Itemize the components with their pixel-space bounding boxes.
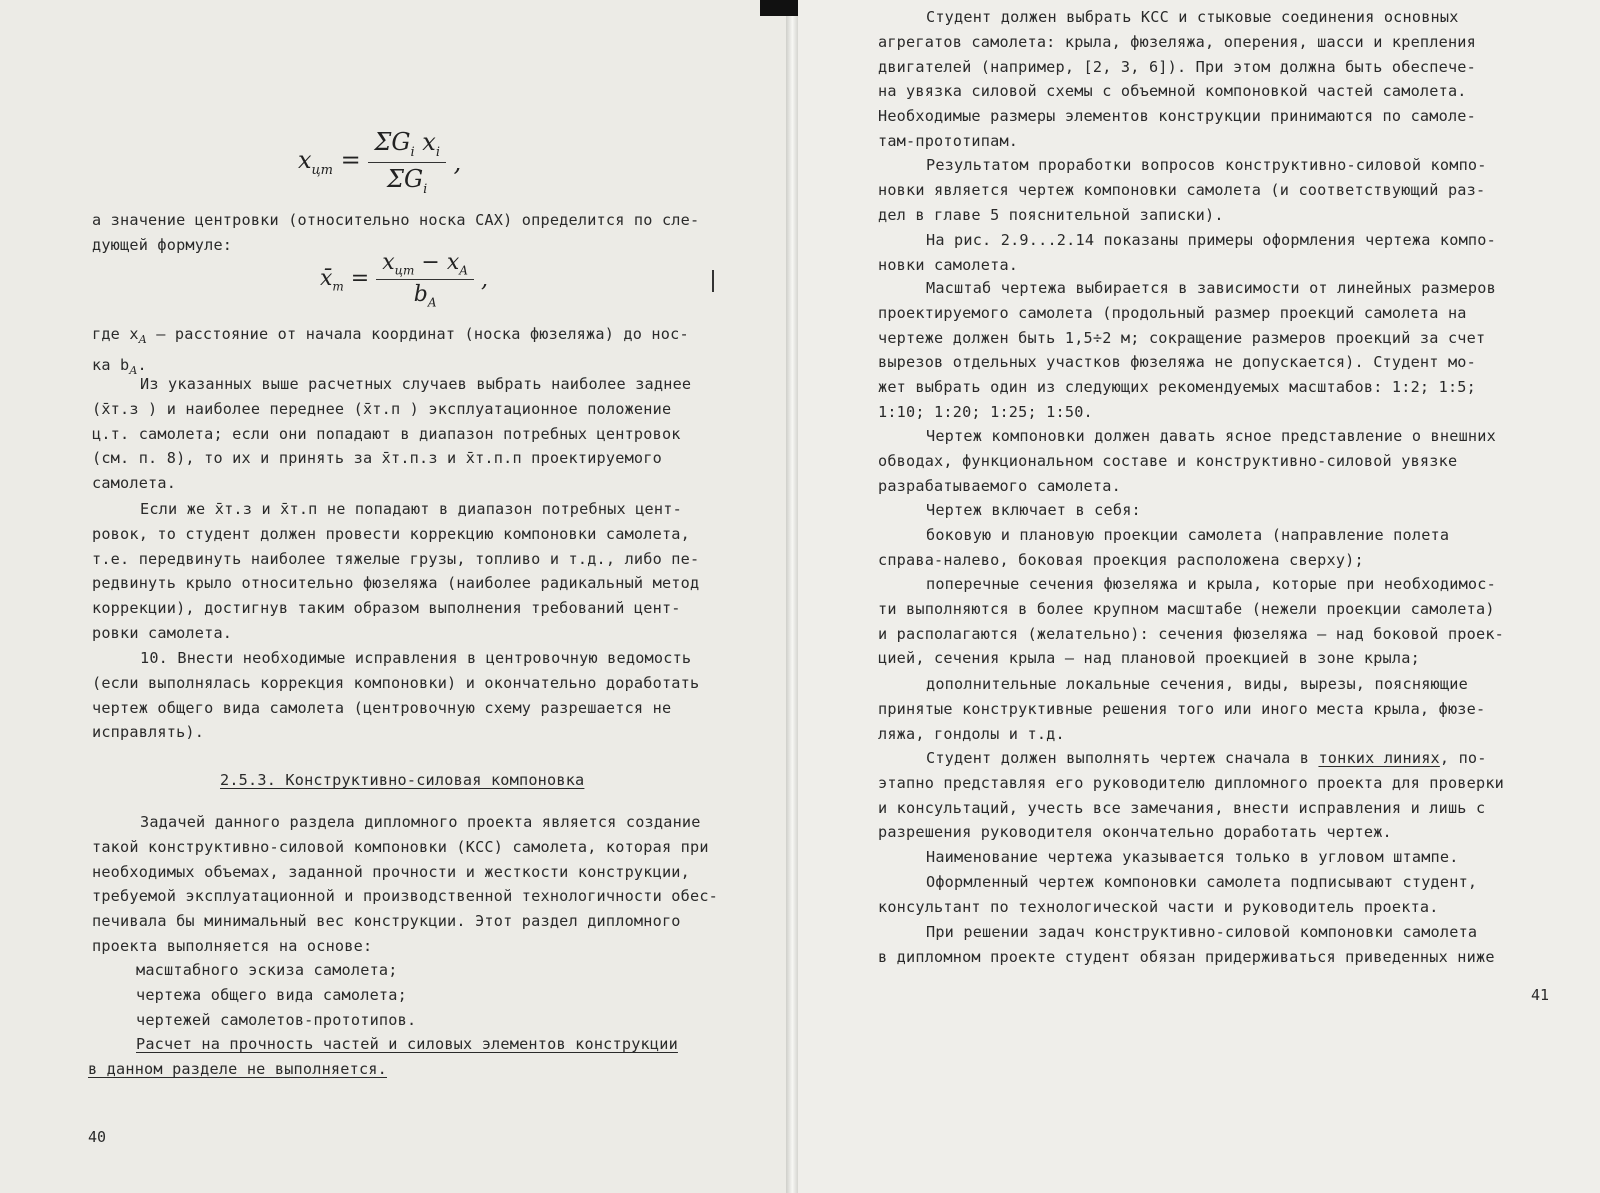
right-page (798, 0, 1600, 1193)
left-page (0, 0, 790, 1193)
paragraph-scale: Масштаб чертежа выбирается в зависимости от линейных размеров проектируемого самолета (продольный размер проекций самолета на чертеже должен быть 1,5÷2 м; сокращение размеров проекций за счет вырезов отдельных участков фюзеляжа не допускается). Студент мо- жет выбрать один из следующих рекомендуемых масштабов: 1:2; 1:5; 1:10; 1:20; 1:25; 1:50. (878, 279, 1496, 421)
paragraph-thin-lines: Студент должен выполнять чертеж сначала в тонких линиях, по- этапно представляя его руководителю дипломного проекта для проверки и консультаций, учесть все замечания, внести исправления и лишь с разрешения руководителя окончательно доработать чертеж. (878, 749, 1505, 842)
paragraph-signatures: Оформленный чертеж компоновки самолета подписывают студент, консультант по технологической части и руководитель проекта. (878, 873, 1478, 916)
strength-note: Расчет на прочность частей и силовых элементов конструкции в данном разделе не выполняется. (88, 1035, 678, 1078)
formula-fraction: $\frac{\Sigma G_i x_i}{\Sigma G_i}$ (368, 128, 446, 197)
paragraph-select-positions: Из указанных выше расчетных случаев выбрать наиболее заднее (x̄т.з ) и наиболее переднее (x̄т.п ) эксплуатационное положение ц.т. самолета; если они попадают в диапазон потребных центровок (см. п. 8), то их и принять за x̄т.п.з и x̄т.п.п проектируемого самолета. (92, 375, 692, 493)
paragraph-result: Результатом проработки вопросов конструктивно-силовой компо- новки является чертеж компоновки самолета (и соответствующий раз- дел в главе 5 пояснительной записки). (878, 156, 1487, 224)
paragraph-sections: поперечные сечения фюзеляжа и крыла, которые при необходимос- ти выполняются в более крупном масштабе (нежели проекции самолета) и располагаются (желательно): сечения фюзеляжа – над боковой проек- цией, сечения крыла – над плановой проекцией в зоне крыла; (878, 575, 1505, 668)
paragraph-local-sections: дополнительные локальные сечения, виды, вырезы, поясняющие принятые конструктивные решения того или иного места крыла, фюзе- ляжа, гондолы и т.д. (878, 675, 1486, 743)
formula-centering: $x̄_т$ = $\frac{x_{цт} - x_A}{b_A}$ , (320, 250, 488, 310)
intro-text: а значение центровки (относительно носка САХ) определится по сле- дующей формуле: (92, 211, 700, 254)
where-definition: где $x_A$ – расстояние от начала координат (носка фюзеляжа) до нос- ка $b_A$. (92, 325, 689, 377)
page-number-right: 41 (1531, 986, 1550, 1004)
formula-center-of-gravity: $x_{цт}$ = $\frac{\Sigma G_i x_i}{\Sigma G_i}$ , (298, 128, 462, 197)
list-item: чертежей самолетов-прототипов. (136, 1010, 417, 1029)
section-heading: 2.5.3. Конструктивно-силовая компоновка (220, 771, 585, 789)
paragraph-correction: Если же x̄т.з и x̄т.п не попадают в диапазон потребных цент- ровок, то студент должен провести коррекцию компоновки самолета, т.е. передвинуть наиболее тяжелые грузы, топливо и т.д., либо пе- редвинуть крыло относительно фюзеляжа (наиболее радикальный метод коррекции), достигнув таким образом выполнения требований цент- ровки самолета. (92, 500, 700, 642)
paragraph-title-block: Наименование чертежа указывается только в угловом штампе. (926, 848, 1459, 866)
paragraph-includes: Чертеж включает в себя: (926, 501, 1141, 519)
formula-lhs: $x_{цт}$ = (298, 146, 361, 179)
paragraph-figures: На рис. 2.9...2.14 показаны примеры оформления чертежа компо- новки самолета. (878, 231, 1496, 274)
page-number-left: 40 (88, 1128, 107, 1146)
margin-mark (712, 270, 714, 292)
paragraph-drawing-purpose: Чертеж компоновки должен давать ясное представление о внешних обводах, функциональном составе и конструктивно-силовой увязке разрабатываемого самолета. (878, 427, 1496, 495)
list-item: чертежа общего вида самолета; (136, 985, 407, 1004)
basis-list (136, 958, 416, 1032)
paragraph-projections: боковую и плановую проекции самолета (направление полета справа-налево, боковая проекция расположена сверху); (878, 526, 1450, 569)
paragraph-item-10: 10. Внести необходимые исправления в центровочную ведомость (если выполнялась коррекция компоновки) и окончательно доработать чертеж общего вида самолета (центровочную схему разрешается не исправлять). (92, 649, 700, 742)
paragraph-solving: При решении задач конструктивно-силовой компоновки самолета в дипломном проекте студент обязан придерживаться приведенных ниже (878, 923, 1495, 966)
paragraph-ksc-choice: Студент должен выбрать КСС и стыковые соединения основных агрегатов самолета: крыла, фюзеляжа, оперения, шасси и крепления двигателей (например, [2, 3, 6]). При этом должна быть обеспече- на увязка силовой схемы с объемной компоновкой частей самолета. Необходимые размеры элементов конструкции принимаются по самоле- там-прототипам. (878, 8, 1476, 150)
paragraph-task: Задачей данного раздела дипломного проекта является создание такой конструктивно-силовой компоновки (КСС) самолета, которая при необходимых объемах, заданной прочности и жесткости конструкции, требуемой эксплуатационной и производственной технологичности обес- печивала бы минимальный вес конструкции. Этот раздел дипломного проекта выполняется на основе: (92, 813, 719, 955)
list-item: масштабного эскиза самолета; (136, 961, 398, 979)
